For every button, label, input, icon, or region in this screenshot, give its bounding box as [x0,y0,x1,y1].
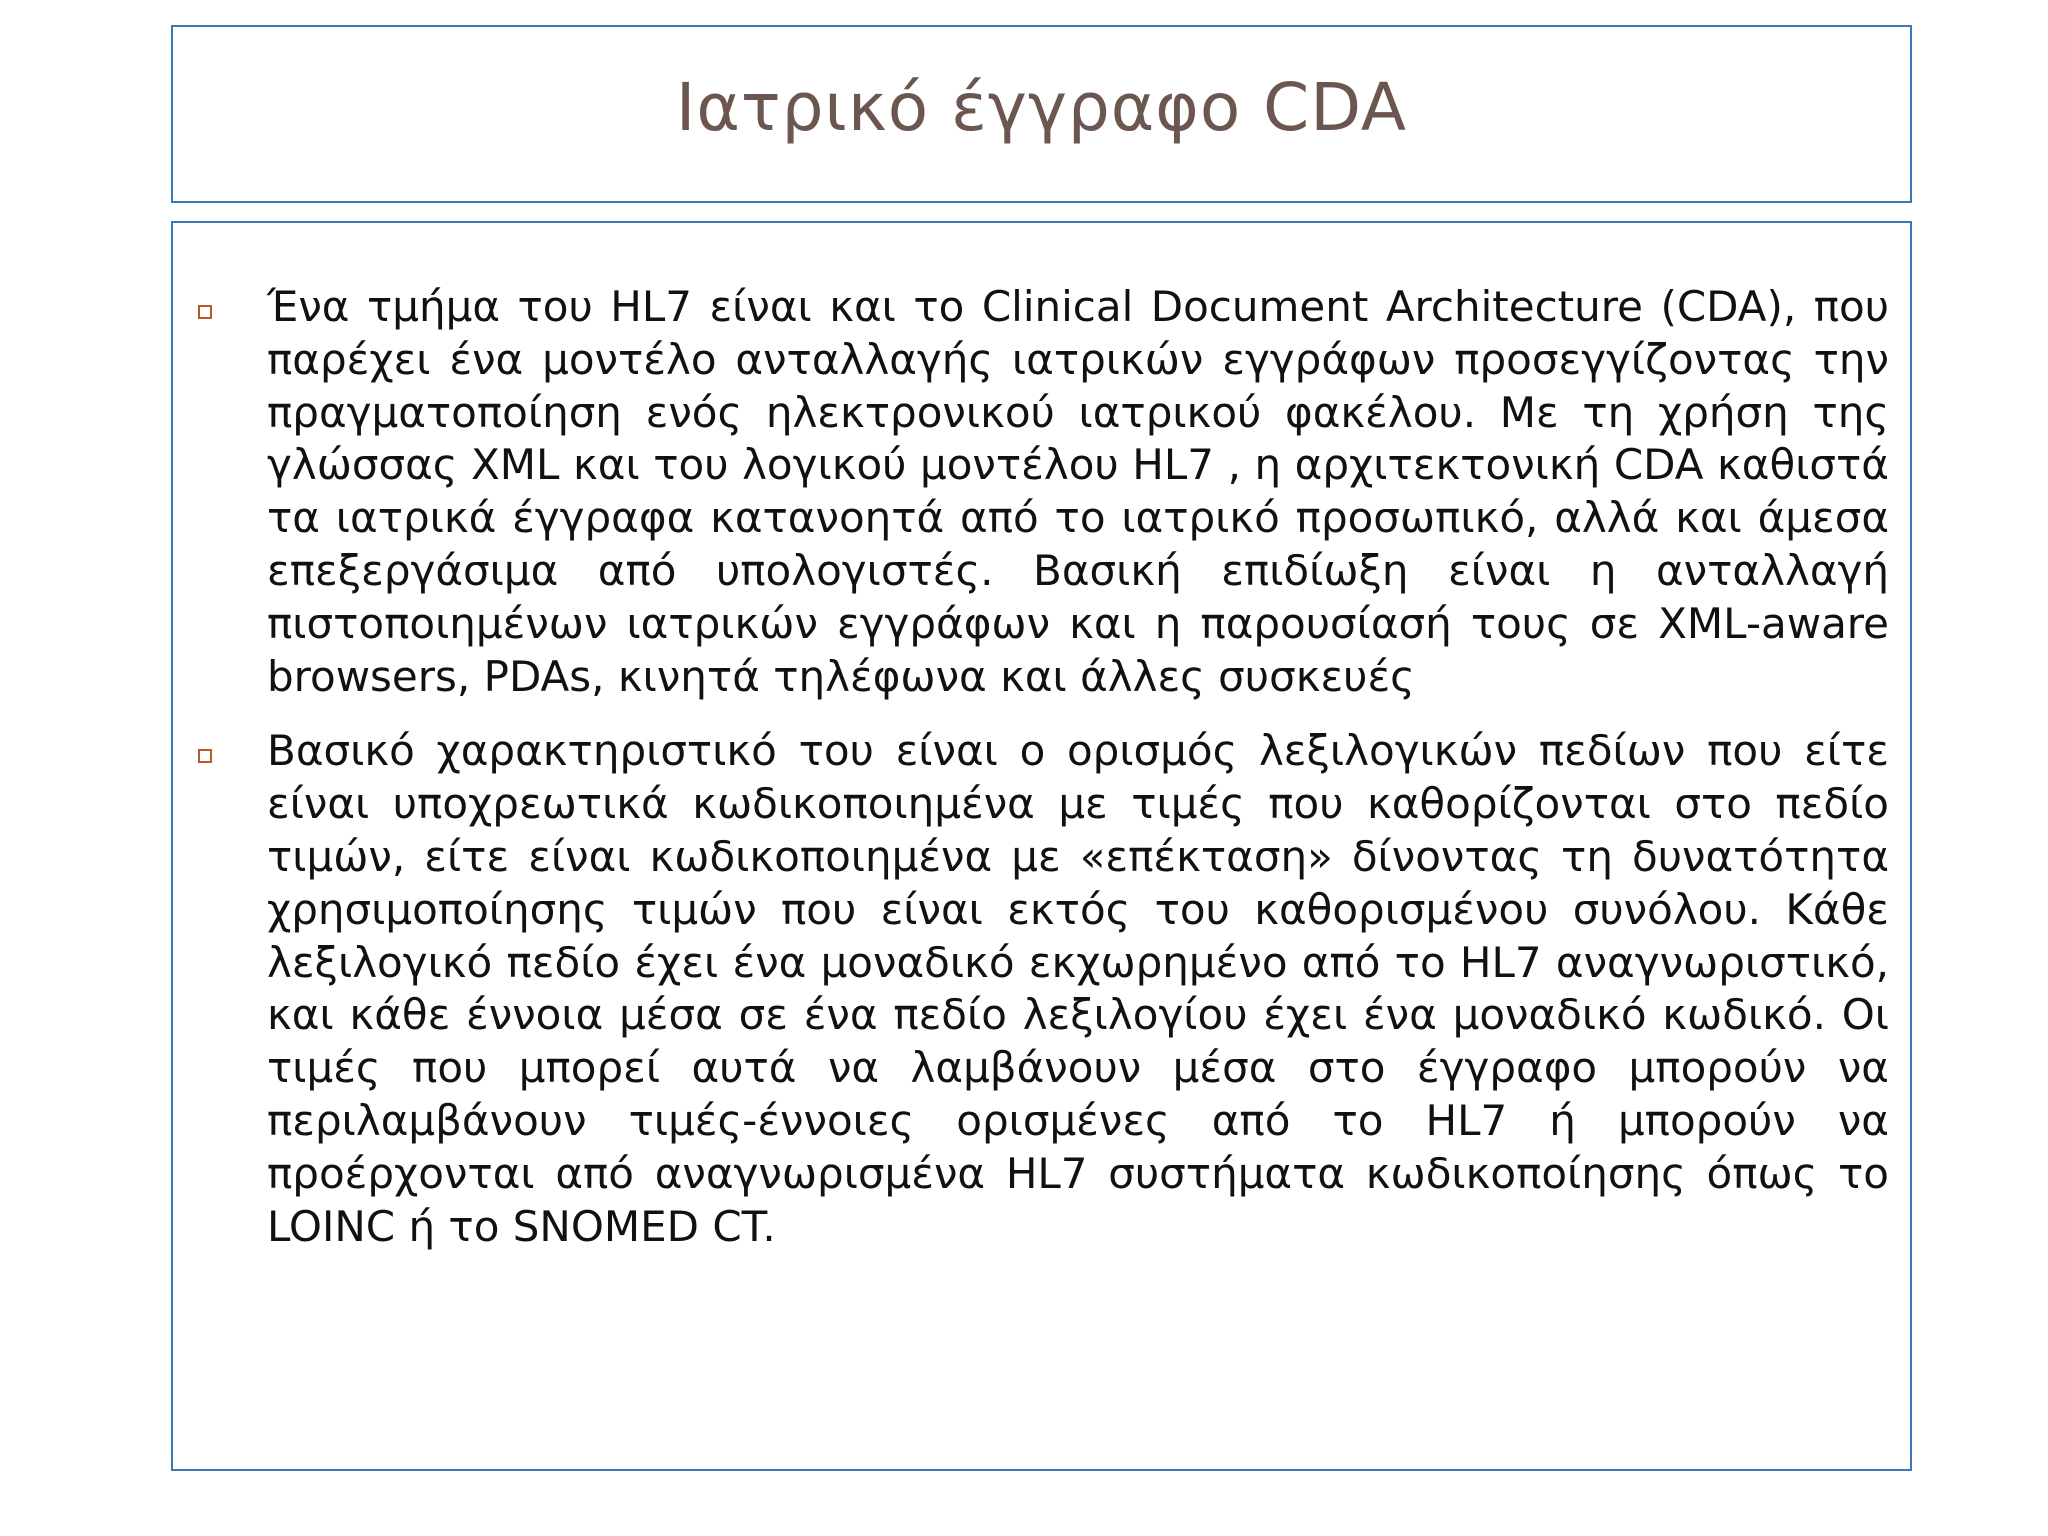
slide-content-frame [171,221,1912,1471]
hollow-square-bullet-icon [198,305,212,319]
bullet-item-cda-overview [173,281,1910,703]
bullet-text: Βασικό χαρακτηριστικό του είναι ο ορισμός λεξιλογικών πεδίων που είτε είναι υποχρεωτικά κωδικοποιημένα με τιμές που καθορίζονται στο πεδίο τιμών, είτε είναι κωδικοποιημένα με «επέκταση» δίνοντας τη δυνατότητα χρησιμοποίησης τιμών που είναι εκτός του καθορισμένου συνόλου. Κάθε λεξιλογικό πεδίο έχει ένα μοναδικό εκχωρημένο από το HL7 αναγνωριστικό, και κάθε έννοια μέσα σε ένα πεδίο λεξιλογίου έχει ένα μοναδικό κωδικό. Οι τιμές που μπορεί αυτά να λαμβάνουν μέσα στο έγγραφο μπορούν να περιλαμβάνουν τιμές-έννοιες ορισμένες από το HL7 ή μπορούν να προέρχονται από αναγνωρισμένα HL7 συστήματα κωδικοποίησης όπως το LOINC ή το SNOMED CT. [267,726,1889,1251]
bullet-list [173,281,1910,1275]
slide-title: Ιατρικό έγγραφο CDA [675,69,1408,146]
bullet-text: Ένα τμήμα του HL7 είναι και το Clinical Document Architecture (CDA), που παρέχει ένα μοντέλο ανταλλαγής ιατρικών εγγράφων προσεγγίζοντας την πραγματοποίηση ενός ηλεκτρονικού ιατρικού φακέλου. Με τη χρήση της γλώσσας XML και του λογικού μοντέλου HL7 , η αρχιτεκτονική CDA καθιστά τα ιατρικά έγγραφα κατανοητά από το ιατρικό προσωπικό, αλλά και άμεσα επεξεργάσιμα από υπολογιστές. Βασική επιδίωξη είναι η ανταλλαγή πιστοποιημένων ιατρικών εγγράφων και η παρουσίασή τους σε XML-aware browsers, PDAs, κινητά τηλέφωνα και άλλες συσκευές [267,282,1889,701]
slide-title-frame [171,25,1912,203]
bullet-item-vocabulary-domains [173,725,1910,1253]
hollow-square-bullet-icon [198,749,212,763]
